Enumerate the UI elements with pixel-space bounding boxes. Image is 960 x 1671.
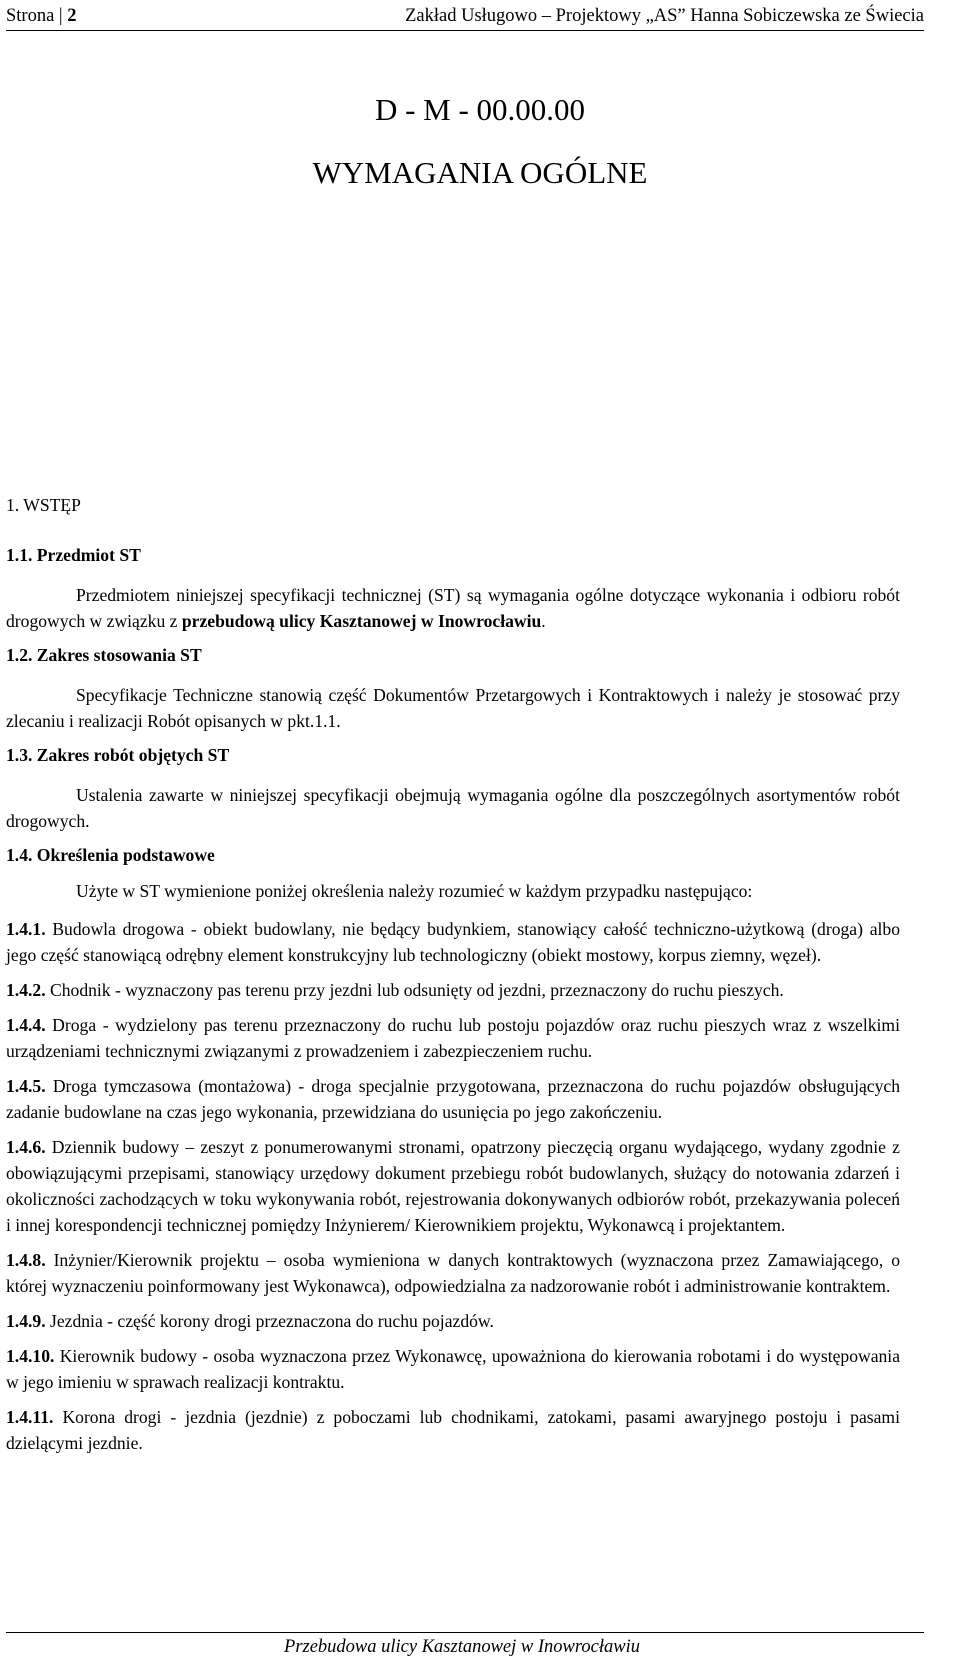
paragraph-1-2: Specyfikacje Techniczne stanowią część Dokumentów Przetargowych i Kontraktowych i należy je stosować przy zlecaniu i realizacji Robót opisanych w pkt.1.1. bbox=[6, 685, 900, 731]
definitions-list bbox=[6, 916, 900, 1456]
definition-text: Kierownik budowy - osoba wyznaczona przez Wykonawcę, upoważniona do kierowania robotami i do występowania w jego imieniu w sprawach realizacji kontraktu. bbox=[6, 1346, 900, 1392]
definition-item bbox=[6, 1134, 900, 1238]
document-code: D - M - 00.00.00 bbox=[374, 92, 586, 127]
definition-number: 1.4.2. bbox=[6, 980, 46, 1000]
paragraph-1-3: Ustalenia zawarte w niniejszej specyfikacji obejmują wymagania ogólne dla poszczególnych asortymentów robót drogowych. bbox=[6, 785, 900, 831]
definition-text: Droga tymczasowa (montażowa) - droga specjalnie przygotowana, przeznaczona do ruchu pojazdów obsługujących zadanie budowlane na czas jego wykonania, przewidziana do usunięcia po jego zakończeniu. bbox=[6, 1076, 900, 1122]
footer-divider bbox=[6, 1632, 924, 1633]
paragraph-1-1-end: . bbox=[541, 611, 546, 631]
document-title: WYMAGANIA OGÓLNE bbox=[312, 155, 648, 190]
definition-number: 1.4.10. bbox=[6, 1346, 55, 1366]
paragraph-1-1 bbox=[6, 582, 900, 634]
definition-item bbox=[6, 1308, 900, 1334]
paragraph-1-4-intro: Użyte w ST wymienione poniżej określenia należy rozumieć w każdym przypadku następująco: bbox=[76, 881, 753, 901]
definition-text: Jezdnia - część korony drogi przeznaczona do ruchu pojazdów. bbox=[45, 1311, 494, 1331]
definition-item bbox=[6, 1012, 900, 1064]
definition-item bbox=[6, 1404, 900, 1456]
page-prefix: Strona | bbox=[6, 6, 68, 26]
definition-item bbox=[6, 1247, 900, 1299]
definition-text: Chodnik - wyznaczony pas terenu przy jezdni lub odsunięty od jezdni, przeznaczony do ruchu pieszych. bbox=[45, 980, 784, 1000]
definition-text: Budowla drogowa - obiekt budowlany, nie będący budynkiem, stanowiący całość techniczno-użytkową (droga) albo jego część stanowiącą odrębny element konstrukcyjny lub technologiczny (obiekt mostowy, korpus ziemny, węzeł). bbox=[6, 919, 900, 965]
page-number-value: 2 bbox=[67, 6, 77, 26]
paragraph-1-1-text: Przedmiotem niniejszej specyfikacji technicznej (ST) są wymagania ogólne dotyczące wykonania i odbioru robót drogowych w związku z bbox=[6, 585, 900, 631]
page-footer: Przebudowa ulicy Kasztanowej w Inowrocławiu bbox=[284, 1637, 640, 1657]
definition-number: 1.4.5. bbox=[6, 1076, 46, 1096]
section-heading-1-4: 1.4. Określenia podstawowe bbox=[6, 845, 215, 865]
definition-number: 1.4.8. bbox=[6, 1250, 46, 1270]
definition-item bbox=[6, 916, 900, 968]
document-body bbox=[6, 492, 900, 1465]
definition-number: 1.4.9. bbox=[6, 1311, 46, 1331]
definition-number: 1.4.11. bbox=[6, 1407, 54, 1427]
definition-item bbox=[6, 1073, 900, 1125]
definition-text: Droga - wydzielony pas terenu przeznaczony do ruchu lub postoju pojazdów oraz ruchu pieszych wraz z wszelkimi urządzeniami technicznymi związanymi z prowadzeniem i zabezpieczeniem ruchu. bbox=[6, 1015, 900, 1061]
section-heading-1-2: 1.2. Zakres stosowania ST bbox=[6, 645, 202, 665]
section-heading-1-1: 1.1. Przedmiot ST bbox=[6, 545, 141, 565]
definition-item bbox=[6, 977, 900, 1003]
paragraph-1-1-bold: przebudową ulicy Kasztanowej w Inowrocławiu bbox=[181, 611, 542, 631]
definition-text: Inżynier/Kierownik projektu – osoba wymieniona w danych kontraktowych (wyznaczona przez Zamawiającego, o której wyznaczeniu poinformowany jest Wykonawca), odpowiedzialna za nadzorowanie robót i administrowanie kontraktem. bbox=[6, 1250, 900, 1296]
definition-number: 1.4.1. bbox=[6, 919, 46, 939]
definition-number: 1.4.6. bbox=[6, 1137, 46, 1157]
section-heading-1-3: 1.3. Zakres robót objętych ST bbox=[6, 745, 230, 765]
definition-item bbox=[6, 1343, 900, 1395]
page-number bbox=[6, 4, 77, 28]
page-header bbox=[6, 4, 924, 31]
definition-number: 1.4.4. bbox=[6, 1015, 46, 1035]
company-name: Zakład Usługowo – Projektowy „AS” Hanna Sobiczewska ze Świecia bbox=[405, 6, 924, 26]
definition-text: Korona drogi - jezdnia (jezdnie) z poboczami lub chodnikami, zatokami, pasami awaryjnego postoju i pasami dzielącymi jezdnie. bbox=[6, 1407, 900, 1453]
section-heading-1: 1. WSTĘP bbox=[6, 495, 81, 515]
definition-text: Dziennik budowy – zeszyt z ponumerowanymi stronami, opatrzony pieczęcią organu wydającego, wydany zgodnie z obowiązującymi przepisami, stanowiący urzędowy dokument przebiegu robót budowlanych, służący do notowania zdarzeń i okoliczności zachodzących w toku wykonywania robót, rejestrowania dokonywanych odbiorów robót, przekazywania poleceń i innej korespondencji technicznej pomiędzy Inżynierem/ Kierownikiem projektu, Wykonawcą i projektantem. bbox=[6, 1137, 900, 1235]
